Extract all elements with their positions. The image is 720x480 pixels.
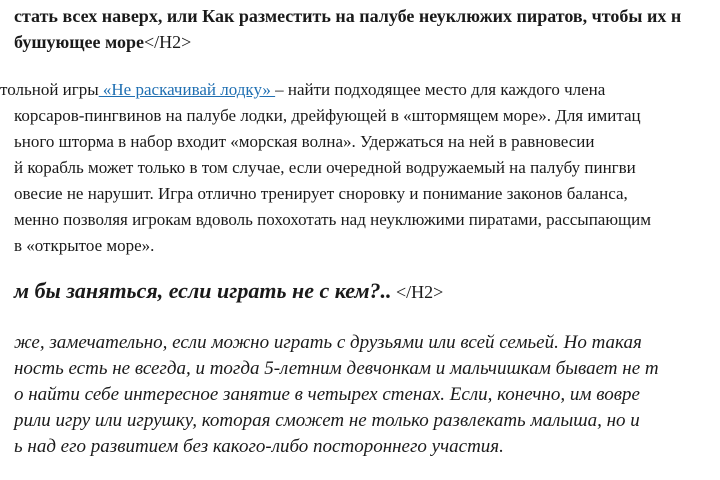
paragraph-1-line-5: овесие не нарушит. Игра отлично тренирует сноровку и понимание законов баланса, <box>14 184 628 203</box>
paragraph-1-line-1: тольной игры «Не раскачивай лодку» – найти подходящее место для каждого члена <box>0 80 606 99</box>
paragraph-1-line-2: корсаров-пингвинов на палубе лодки, дрейфующей в «штормящем море». Для имитац <box>14 106 641 125</box>
heading-1-line-2: бушующее море</H2> <box>14 32 192 52</box>
paragraph-1-line-4: й корабль может только в том случае, если очередной водружаемый на палубу пингви <box>14 158 636 177</box>
paragraph-2-line-5: ь над его развитием без какого-либо постороннего участия. <box>14 436 504 457</box>
heading-1-tag: </H2> <box>143 32 192 52</box>
paragraph-2-line-2: ность есть не всегда, и тогда 5-летним девчонкам и мальчишкам бывает не т <box>14 358 659 379</box>
paragraph-1-line-7: в «открытое море». <box>14 236 155 255</box>
heading-1-line-1: стать всех наверх, или Как разместить на палубе неуклюжих пиратов, чтобы их н <box>14 6 682 26</box>
paragraph-1-line-6: менно позволяя игрокам вдоволь похохотать над неуклюжими пиратами, рассыпающим <box>14 210 651 229</box>
game-link[interactable]: «Не раскачивай лодку» <box>98 80 276 99</box>
heading-2-tag: </H2> <box>391 282 444 302</box>
paragraph-2-line-3: о найти себе интересное занятие в четырех стенах. Если, конечно, им вовре <box>14 384 640 405</box>
paragraph-1-line-3: ьного шторма в набор входит «морская волна». Удержаться на ней в равновесии <box>14 132 595 151</box>
paragraph-2-line-4: рили игру или игрушку, которая сможет не только развлекать малыша, но и <box>14 410 640 431</box>
heading-2: м бы заняться, если играть не с кем?.. </H2> <box>14 278 444 303</box>
paragraph-2-line-1: же, замечательно, если можно играть с друзьями или всей семьей. Но такая <box>14 332 642 353</box>
